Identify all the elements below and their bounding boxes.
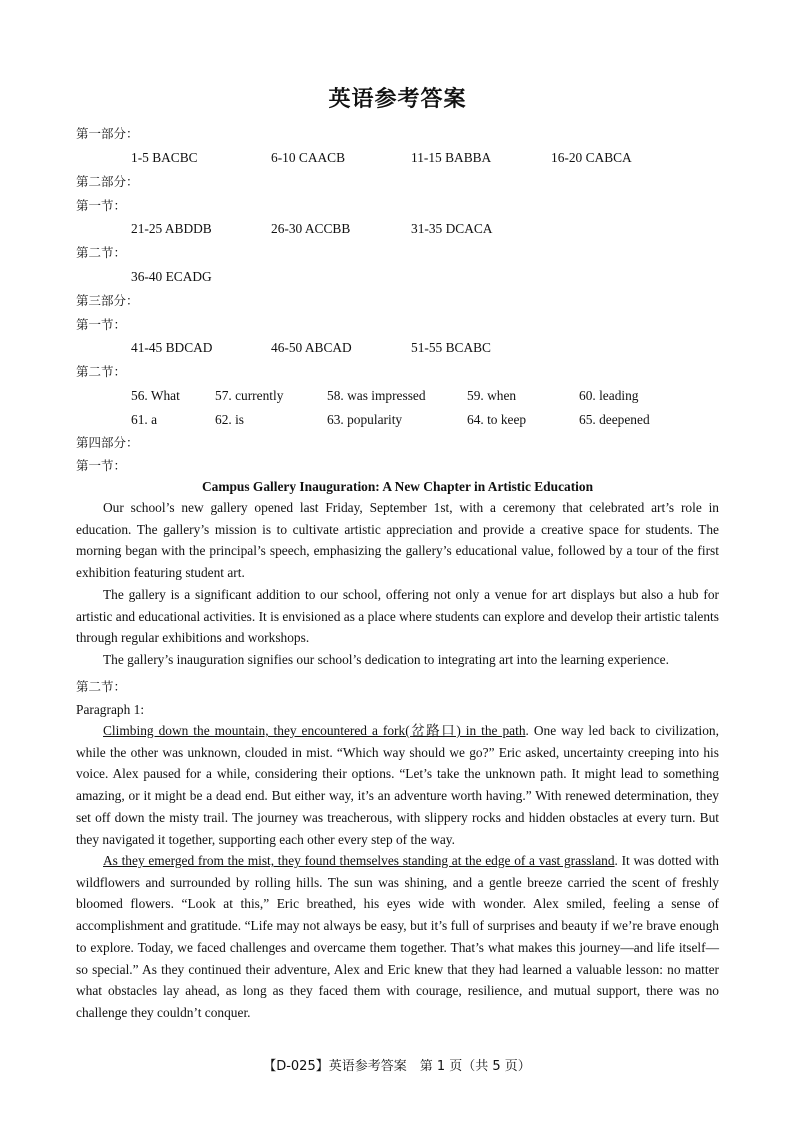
answer-group: 36-40 ECADG: [131, 269, 212, 284]
story-paragraph: [76, 850, 719, 1024]
fill-answer: 56. What: [131, 388, 180, 403]
fill-answer: 60. leading: [579, 388, 639, 403]
section-label: 第二节：: [76, 679, 127, 694]
section-label: 第一节：: [76, 458, 127, 473]
answer-group: 11-15 BABBA: [411, 150, 492, 165]
part4-label: 第四部分：: [76, 435, 139, 450]
answer-group: 21-25 ABDDB: [131, 221, 212, 236]
essay-title: Campus Gallery Inauguration: A New Chapter in Artistic Education: [201, 479, 594, 494]
section-label: 第二节：: [76, 245, 127, 260]
story-text: . It was dotted with wildflowers and surrounded by rolling hills. The sun was shining, and a gentle breeze carried the scent of freshly bloomed flowers. “Look at this,” Eric breathed, his eyes wide with wonder. Alex smiled, feeling a sense of accomplishment and gratitude. “Life may not always be easy, but it’s full of surprises and beauty if we’re brave enough to explore. Today, we faced challenges and overcame them together. That’s what makes this journey—and life itself—so special.” As they continued their adventure, Alex and Eric knew that they had learned a valuable lesson: no matter what obstacles lay ahead, as long as they faced them with courage, resilience, and mutual support, there was no challenge they couldn’t conquer.: [76, 853, 719, 1020]
answer-group: 46-50 ABCAD: [271, 340, 352, 355]
fill-answer: 61. a: [131, 412, 158, 427]
fill-answer: 62. is: [215, 412, 245, 427]
given-opening-sentence: As they emerged from the mist, they found themselves standing at the edge of a vast grassland: [103, 853, 615, 868]
fill-answer: 59. when: [467, 388, 517, 403]
paragraph-label: Paragraph 1:: [76, 702, 145, 717]
answer-group: 16-20 CABCA: [551, 150, 632, 165]
part1-label: 第一部分：: [76, 126, 139, 141]
section-label: 第一节：: [76, 198, 127, 213]
fill-answer: 65. deepened: [579, 412, 650, 427]
story-paragraph: [76, 720, 719, 850]
section-label: 第二节：: [76, 364, 127, 379]
essay-paragraph: The gallery is a significant addition to our school, offering not only a venue for art displays but also a hub for artistic and educational activities. It is envisioned as a place where students can explore and develop their artistic talents through regular exhibitions and workshops.: [76, 587, 719, 646]
fill-answer: 58. was impressed: [327, 388, 426, 403]
story-text: . One way led back to civilization, while the other was unknown, clouded in mist. “Which way should we go?” Eric asked, uncertainty creeping into his voice. Alex paused for a while, considering their options. “Let’s take the unknown path. It might lead to something amazing, or it might be a dead end. But either way, it’s an adventure worth having.” With renewed determination, they set off down the misty trail. The journey was treacherous, with slippery rocks and hidden obstacles at every turn. But they navigated it together, supporting each other every step of the way.: [76, 723, 719, 847]
fill-answer: 64. to keep: [467, 412, 527, 427]
fill-answer: 57. currently: [215, 388, 284, 403]
part2-label: 第二部分：: [76, 174, 139, 189]
answer-group: 1-5 BACBC: [131, 150, 198, 165]
fill-answer: 63. popularity: [327, 412, 403, 427]
answer-group: 41-45 BDCAD: [131, 340, 213, 355]
answer-group: 6-10 CAACB: [271, 150, 346, 165]
page-footer: 【D-025】英语参考答案 第 1 页（共 5 页）: [263, 1059, 531, 1074]
answer-group: 31-35 DCACA: [411, 221, 493, 236]
part3-label: 第三部分：: [76, 293, 139, 308]
given-opening-sentence: Climbing down the mountain, they encountered a fork(岔路口) in the path: [103, 723, 526, 738]
page-title: 英语参考答案: [328, 86, 467, 112]
section-label: 第一节：: [76, 317, 127, 332]
answer-group: 26-30 ACCBB: [271, 221, 351, 236]
essay-paragraph: Our school’s new gallery opened last Friday, September 1st, with a ceremony that celebrated art’s role in education. The gallery’s mission is to cultivate artistic appreciation and provide a creative space for students. The morning began with the principal’s speech, emphasizing the gallery’s educational value, followed by a tour of the first exhibition featuring student art.: [76, 500, 719, 581]
essay-paragraph: The gallery’s inauguration signifies our school’s dedication to integrating art into the learning experience.: [103, 652, 669, 667]
answer-group: 51-55 BCABC: [411, 340, 491, 355]
